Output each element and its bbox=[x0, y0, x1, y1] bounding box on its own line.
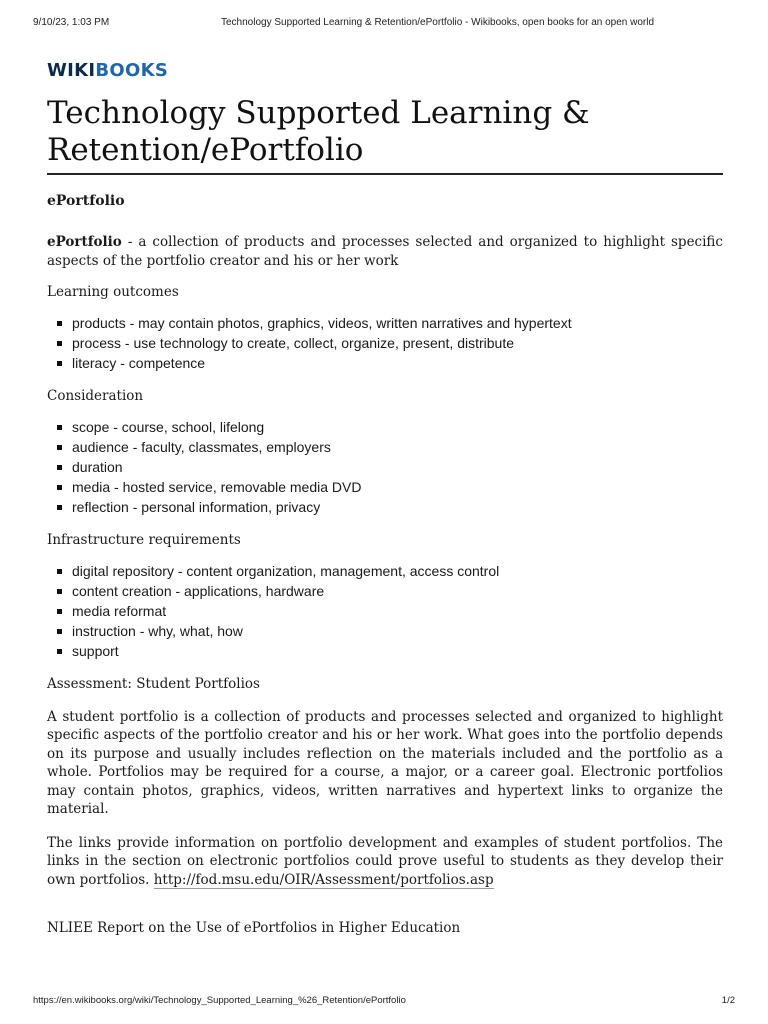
list-item-text: support bbox=[72, 643, 119, 660]
logo-part-books: BOOKS bbox=[95, 60, 169, 81]
list-item-text: audience - faculty, classmates, employers bbox=[72, 438, 331, 455]
page-title: Technology Supported Learning & Retention/ePortfolio bbox=[47, 95, 723, 175]
list-item-text: content creation - applications, hardware bbox=[72, 582, 325, 599]
square-bullet-icon bbox=[57, 629, 62, 634]
list-item bbox=[47, 417, 723, 437]
square-bullet-icon bbox=[57, 361, 62, 366]
square-bullet-icon bbox=[57, 465, 62, 470]
list-item bbox=[47, 333, 723, 353]
square-bullet-icon bbox=[57, 649, 62, 654]
list-item bbox=[47, 457, 723, 477]
list-item bbox=[47, 437, 723, 457]
links-paragraph-text: The links provide information on portfolio development and examples of student portfolios. The links in the section on electronic portfolios could prove useful to students as they develop their own portfolios. bbox=[47, 834, 723, 888]
list-item-text: digital repository - content organization, management, access control bbox=[72, 562, 500, 579]
square-bullet-icon bbox=[57, 425, 62, 430]
definition-paragraph bbox=[47, 233, 723, 270]
square-bullet-icon bbox=[57, 321, 62, 326]
list-item bbox=[47, 477, 723, 497]
list-item-text: literacy - competence bbox=[72, 355, 206, 372]
wikibooks-logo[interactable] bbox=[47, 60, 723, 82]
square-bullet-icon bbox=[57, 589, 62, 594]
list-item-text: instruction - why, what, how bbox=[72, 623, 243, 640]
list-item bbox=[47, 581, 723, 601]
list-item bbox=[47, 497, 723, 517]
print-url: https://en.wikibooks.org/wiki/Technology_Supported_Learning_%26_Retention/ePortfolio bbox=[33, 995, 406, 1006]
list-item-text: media reformat bbox=[72, 603, 167, 620]
list-item-text: products - may contain photos, graphics, videos, written narratives and hypertext bbox=[72, 315, 572, 331]
list-item-text: reflection - personal information, privacy bbox=[72, 499, 321, 516]
report-link-text: NLIEE Report on the Use of ePortfolios in Higher Education bbox=[47, 920, 461, 937]
portfolios-link[interactable]: http://fod.msu.edu/OIR/Assessment/portfolios.asp bbox=[153, 871, 494, 888]
learning-outcomes-label: Learning outcomes bbox=[47, 284, 179, 300]
consideration-label: Consideration bbox=[47, 387, 144, 404]
list-item bbox=[47, 621, 723, 641]
assessment-label: Assessment: Student Portfolios bbox=[47, 675, 260, 692]
assessment-paragraph: A student portfolio is a collection of products and processes selected and organized to highlight specific aspects of the portfolio creator and his or her work. What goes into the portfolio depends on its purpose and usually includes reflection on the materials included and the portfolio as a whole. Portfolios may be required for a course, a major, or a career goal. Electronic portfolios may contain photos, graphics, videos, written narratives and hypertext links to organize the material. bbox=[47, 708, 723, 818]
list-item bbox=[47, 313, 723, 333]
section-heading: ePortfolio bbox=[47, 193, 125, 209]
definition-term: ePortfolio bbox=[47, 234, 122, 250]
consideration-list bbox=[47, 417, 723, 518]
learning-outcomes-list bbox=[47, 313, 723, 374]
list-item bbox=[47, 353, 723, 373]
logo-part-wiki: WIKI bbox=[47, 60, 96, 81]
square-bullet-icon bbox=[57, 445, 62, 450]
square-bullet-icon bbox=[57, 505, 62, 510]
print-header bbox=[33, 17, 735, 31]
square-bullet-icon bbox=[57, 341, 62, 346]
list-item-text: duration bbox=[72, 459, 123, 476]
square-bullet-icon bbox=[57, 609, 62, 614]
list-item bbox=[47, 601, 723, 621]
list-item bbox=[47, 561, 723, 581]
page-content bbox=[47, 60, 723, 937]
print-datetime: 9/10/23, 1:03 PM bbox=[33, 17, 110, 28]
print-page-title: Technology Supported Learning & Retention/ePortfolio - Wikibooks, open books for an open world bbox=[221, 17, 655, 28]
links-paragraph bbox=[47, 834, 723, 890]
infrastructure-list bbox=[47, 561, 723, 662]
list-item bbox=[47, 641, 723, 661]
square-bullet-icon bbox=[57, 485, 62, 490]
square-bullet-icon bbox=[57, 569, 62, 574]
list-item-text: media - hosted service, removable media DVD bbox=[72, 479, 362, 496]
definition-text: - a collection of products and processes selected and organized to highlight specific aspects of the portfolio creator and his or her work bbox=[47, 234, 723, 269]
list-item-text: process - use technology to create, collect, organize, present, distribute bbox=[72, 335, 515, 352]
list-item-text: scope - course, school, lifelong bbox=[72, 418, 265, 435]
print-page-number: 1/2 bbox=[721, 995, 735, 1006]
infrastructure-label: Infrastructure requirements bbox=[47, 531, 241, 548]
